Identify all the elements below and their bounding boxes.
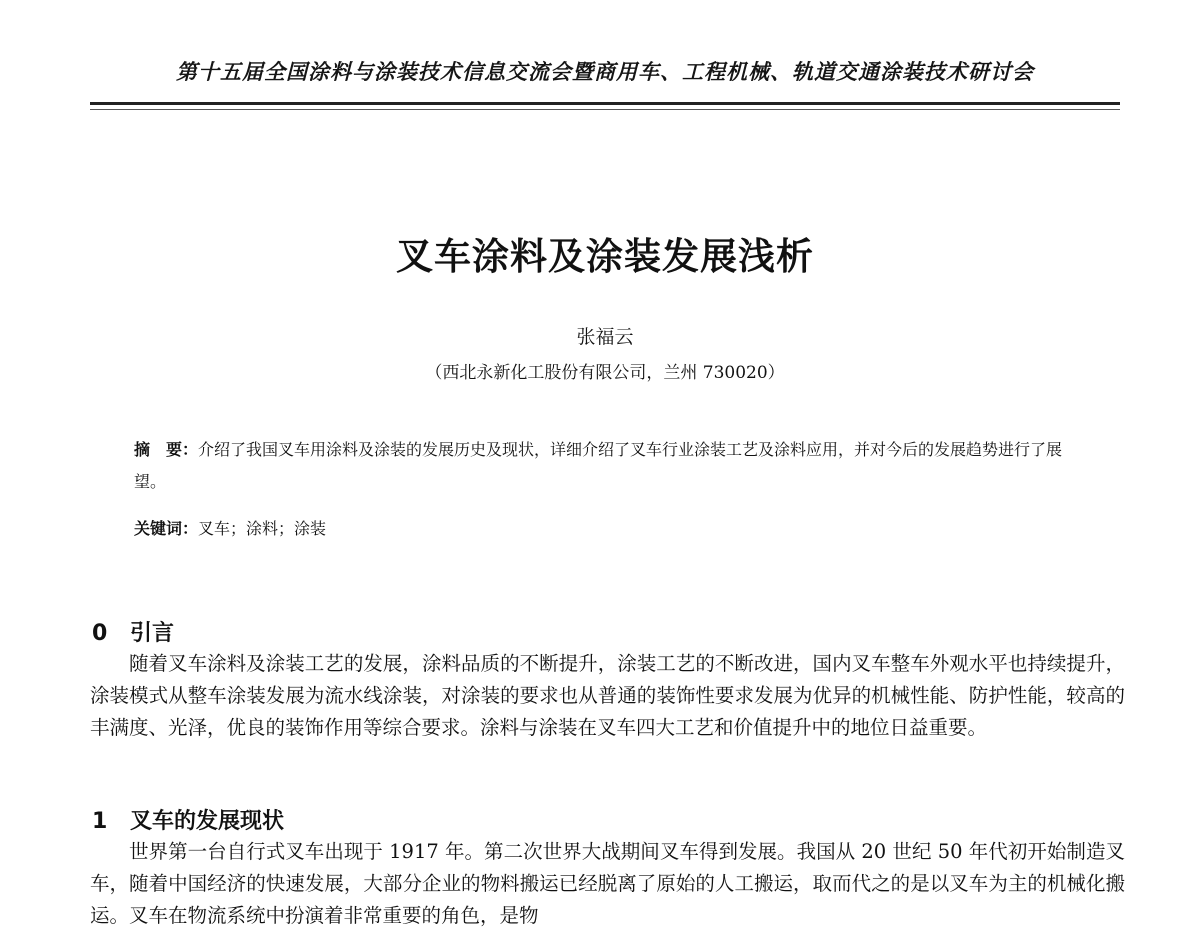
header-rule-thick bbox=[90, 102, 1120, 105]
section-paragraph-forklift-status: 世界第一台自行式叉车出现于 1917 年。第二次世界大战期间叉车得到发展。我国从 20 世纪 50 年代初开始制造叉车，随着中国经济的快速发展，大部分企业的物料搬运已经脱离了原始的人工搬运，取而代之的是以叉车为主的机械化搬运。叉车在物流系统中扮演着非常重要的角色，是物 bbox=[90, 840, 1125, 927]
abstract-text: 介绍了我国叉车用涂料及涂装的发展历史及现状，详细介绍了叉车行业涂装工艺及涂料应用，并对今后的发展趋势进行了展望。 bbox=[134, 440, 1063, 491]
keywords-text: 叉车；涂料；涂装 bbox=[198, 519, 327, 538]
section-heading-forklift-status bbox=[92, 804, 284, 835]
section-number: 1 bbox=[92, 809, 108, 834]
keywords-block bbox=[134, 516, 1094, 539]
paper-title: 叉车涂料及涂装发展浅析 bbox=[396, 235, 814, 278]
section-heading-introduction bbox=[92, 616, 174, 647]
section-paragraph-introduction: 随着叉车涂料及涂装工艺的发展，涂料品质的不断提升，涂装工艺的不断改进，国内叉车整车外观水平也持续提升，涂装模式从整车涂装发展为流水线涂装，对涂装的要求也从普通的装饰性要求发展为优异的机械性能、防护性能，较高的丰满度、光泽，优良的装饰作用等综合要求。涂料与涂装在叉车四大工艺和价值提升中的地位日益重要。 bbox=[90, 652, 1125, 739]
keywords-label: 关键词： bbox=[134, 519, 199, 538]
section-number: 0 bbox=[92, 621, 108, 646]
abstract-label: 摘 要： bbox=[134, 440, 199, 459]
abstract-block bbox=[134, 434, 1094, 498]
conference-running-header: 第十五届全国涂料与涂装技术信息交流会暨商用车、工程机械、轨道交通涂装技术研讨会 bbox=[176, 59, 1034, 84]
section-title: 引言 bbox=[130, 621, 175, 646]
paper-affiliation: （西北永新化工股份有限公司，兰州 730020） bbox=[425, 363, 785, 383]
section-title: 叉车的发展现状 bbox=[130, 809, 285, 834]
header-rule-thin bbox=[90, 109, 1120, 110]
paper-author: 张福云 bbox=[576, 326, 634, 348]
